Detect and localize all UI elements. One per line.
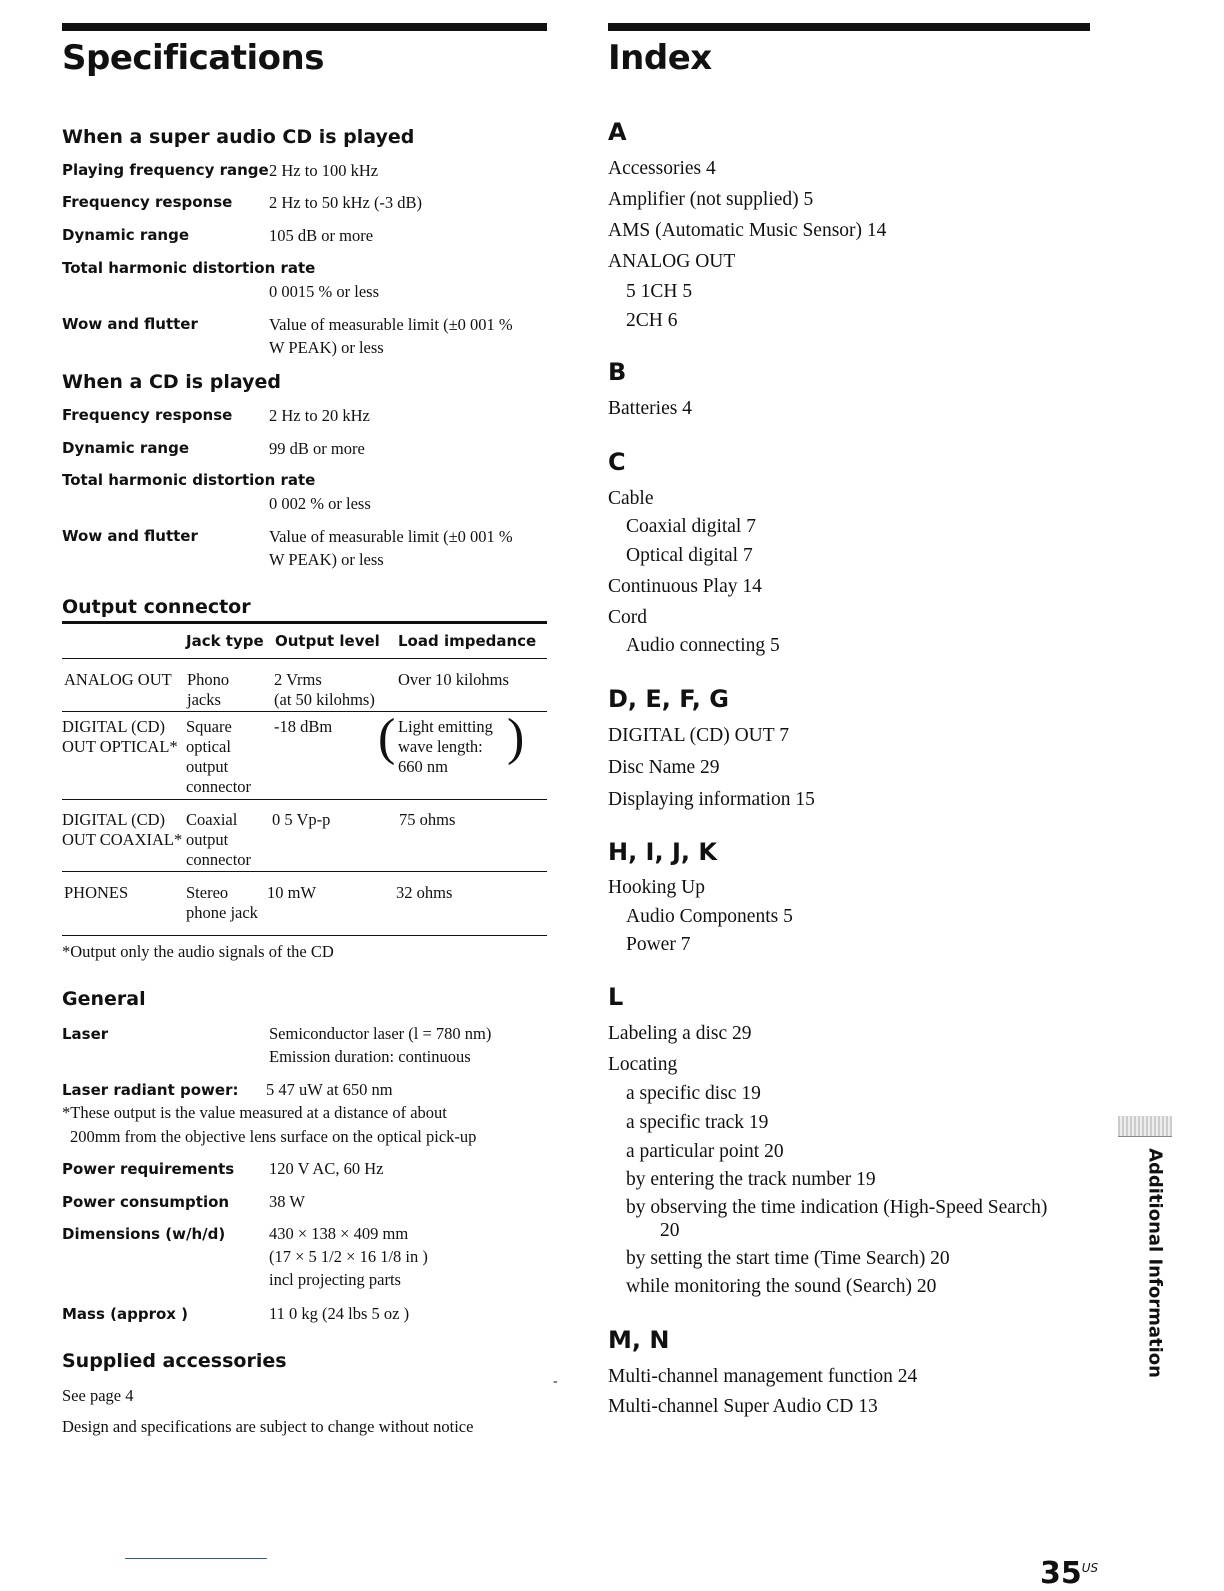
table-rule — [62, 871, 547, 872]
index-title: Index — [608, 38, 712, 78]
index-entry: Locating — [608, 1054, 678, 1075]
table-cell: 32 ohms — [396, 883, 453, 902]
table-cell: Over 10 kilohms — [398, 670, 509, 689]
index-entry: 5 1CH 5 — [626, 281, 693, 302]
spec-label: Power consumption — [62, 1193, 230, 1211]
index-entry: by setting the start time (Time Search) 20 — [626, 1248, 950, 1269]
table-cell: Stereo phone jack — [186, 883, 258, 922]
spec-value: 120 V AC, 60 Hz — [269, 1159, 384, 1178]
page-number-value: 35 — [1040, 1556, 1082, 1591]
index-letter: M, N — [608, 1326, 670, 1354]
paren-right: ) — [507, 709, 525, 766]
specifications-title: Specifications — [62, 38, 324, 78]
index-entry: a specific disc 19 — [626, 1083, 761, 1104]
general-heading: General — [62, 988, 146, 1010]
index-entry: DIGITAL (CD) OUT 7 — [608, 725, 789, 746]
spec-label: Total harmonic distortion rate — [62, 259, 316, 277]
index-letter: D, E, F, G — [608, 685, 729, 713]
spec-value: 99 dB or more — [269, 439, 365, 458]
index-letter: L — [608, 983, 624, 1011]
output-heading: Output connector — [62, 596, 251, 618]
spec-label: Dimensions (w/h/d) — [62, 1225, 226, 1243]
supplied-text: See page 4 — [62, 1386, 134, 1405]
spec-value: Semiconductor laser (l = 780 nm) — [269, 1024, 492, 1043]
footnote: *Output only the audio signals of the CD — [62, 942, 334, 961]
stray-mark: - — [553, 1374, 558, 1389]
spec-value: 2 Hz to 50 kHz (-3 dB) — [269, 193, 423, 212]
index-entry: Coaxial digital 7 — [626, 516, 756, 537]
table-cell: -18 dBm — [274, 717, 333, 736]
supplied-heading: Supplied accessories — [62, 1350, 287, 1372]
spec-label: Wow and flutter — [62, 315, 198, 333]
index-entry: Disc Name 29 — [608, 757, 720, 778]
table-rule — [62, 799, 547, 800]
index-letter: H, I, J, K — [608, 838, 717, 866]
index-entry: by observing the time indication (High-Speed Search) — [626, 1197, 1048, 1218]
index-entry: Multi-channel Super Audio CD 13 — [608, 1396, 878, 1417]
spec-value: W PEAK) or less — [269, 550, 384, 569]
spec-label: Laser radiant power: — [62, 1081, 239, 1099]
index-entry: Optical digital 7 — [626, 545, 753, 566]
spec-value: Value of measurable limit (±0 001 % — [269, 527, 513, 546]
spec-value: 11 0 kg (24 lbs 5 oz ) — [269, 1304, 410, 1323]
table-cell: DIGITAL (CD) OUT COAXIAL* — [62, 810, 183, 849]
table-cell: 0 5 Vp-p — [272, 810, 331, 829]
spec-value: incl projecting parts — [269, 1270, 401, 1289]
spec-label: Playing frequency range — [62, 161, 269, 179]
spec-value: 38 W — [269, 1192, 305, 1211]
spec-value: Emission duration: continuous — [269, 1047, 471, 1066]
table-cell: 10 mW — [267, 883, 317, 902]
index-entry: AMS (Automatic Music Sensor) 14 — [608, 220, 887, 241]
index-entry: 20 — [660, 1220, 680, 1241]
footer-line — [125, 1558, 267, 1559]
spec-value: 430 × 138 × 409 mm — [269, 1224, 409, 1243]
spec-value: 105 dB or more — [269, 226, 374, 245]
index-entry: Hooking Up — [608, 877, 705, 898]
page-number — [1040, 1556, 1098, 1591]
sacd-heading: When a super audio CD is played — [62, 126, 415, 148]
laser-note: *These output is the value measured at a distance of about — [62, 1103, 447, 1122]
index-entry: Cord — [608, 607, 647, 628]
table-cell: PHONES — [64, 883, 129, 902]
spec-label: Power requirements — [62, 1160, 235, 1178]
spec-label: Laser — [62, 1025, 109, 1043]
table-rule — [62, 658, 547, 659]
index-entry: a specific track 19 — [626, 1112, 769, 1133]
sidebar-label-text: Additional Information — [1144, 1147, 1166, 1378]
table-cell: ANALOG OUT — [64, 670, 172, 689]
spec-label: Dynamic range — [62, 226, 190, 244]
spec-label: Frequency response — [62, 193, 233, 211]
page-number-suffix: US — [1081, 1561, 1099, 1575]
spec-value: 2 Hz to 20 kHz — [269, 406, 370, 425]
spec-label: Wow and flutter — [62, 527, 198, 545]
spec-label: Mass (approx ) — [62, 1305, 189, 1323]
table-cell: Coaxial output connector — [186, 810, 252, 869]
spec-label: Dynamic range — [62, 439, 190, 457]
table-rule — [62, 935, 547, 936]
column-header: Output level — [275, 632, 380, 650]
table-rule — [62, 711, 547, 712]
table-cell: 75 ohms — [399, 810, 456, 829]
table-cell: DIGITAL (CD) OUT OPTICAL* — [62, 717, 178, 756]
index-letter: C — [608, 448, 626, 476]
index-entry: Cable — [608, 488, 654, 509]
index-entry: Audio connecting 5 — [626, 635, 780, 656]
table-cell: Phono jacks — [187, 670, 230, 709]
top-rule — [608, 23, 1090, 31]
index-entry: Labeling a disc 29 — [608, 1023, 752, 1044]
column-header: Jack type — [186, 632, 264, 650]
table-cell: Square optical output connector — [186, 717, 252, 796]
laser-note: 200mm from the objective lens surface on the optical pick-up — [70, 1127, 477, 1146]
spec-label: Total harmonic distortion rate — [62, 471, 316, 489]
index-entry: by entering the track number 19 — [626, 1169, 876, 1190]
sidebar-label — [1140, 1145, 1170, 1380]
column-header: Load impedance — [398, 632, 537, 650]
index-entry: Batteries 4 — [608, 398, 692, 419]
spec-value: 0 002 % or less — [269, 494, 371, 513]
index-entry: 2CH 6 — [626, 310, 678, 331]
index-entry: Multi-channel management function 24 — [608, 1366, 918, 1387]
section-tab — [1118, 1116, 1172, 1137]
spec-value: 2 Hz to 100 kHz — [269, 161, 379, 180]
spec-value: 0 0015 % or less — [269, 282, 379, 301]
index-entry: ANALOG OUT — [608, 251, 736, 272]
index-letter: B — [608, 358, 627, 386]
index-entry: Amplifier (not supplied) 5 — [608, 189, 814, 210]
spec-value: W PEAK) or less — [269, 338, 384, 357]
index-entry: Audio Components 5 — [626, 906, 793, 927]
change-notice: Design and specifications are subject to change without notice — [62, 1417, 474, 1436]
index-entry: Accessories 4 — [608, 158, 716, 179]
spec-label: Frequency response — [62, 406, 233, 424]
spec-value: 5 47 uW at 650 nm — [266, 1080, 393, 1099]
top-rule — [62, 23, 547, 31]
index-entry: while monitoring the sound (Search) 20 — [626, 1276, 937, 1297]
cd-heading: When a CD is played — [62, 371, 281, 393]
table-top-rule — [62, 621, 547, 624]
index-letter: A — [608, 118, 627, 146]
index-entry: Continuous Play 14 — [608, 576, 762, 597]
spec-value: (17 × 5 1/2 × 16 1/8 in ) — [269, 1247, 428, 1266]
table-cell: Light emitting wave length: 660 nm — [398, 717, 493, 776]
index-entry: Power 7 — [626, 934, 691, 955]
paren-left: ( — [378, 709, 396, 766]
index-entry: a particular point 20 — [626, 1141, 784, 1162]
index-entry: Displaying information 15 — [608, 789, 815, 810]
spec-value: Value of measurable limit (±0 001 % — [269, 315, 513, 334]
table-cell: 2 Vrms (at 50 kilohms) — [274, 670, 375, 709]
